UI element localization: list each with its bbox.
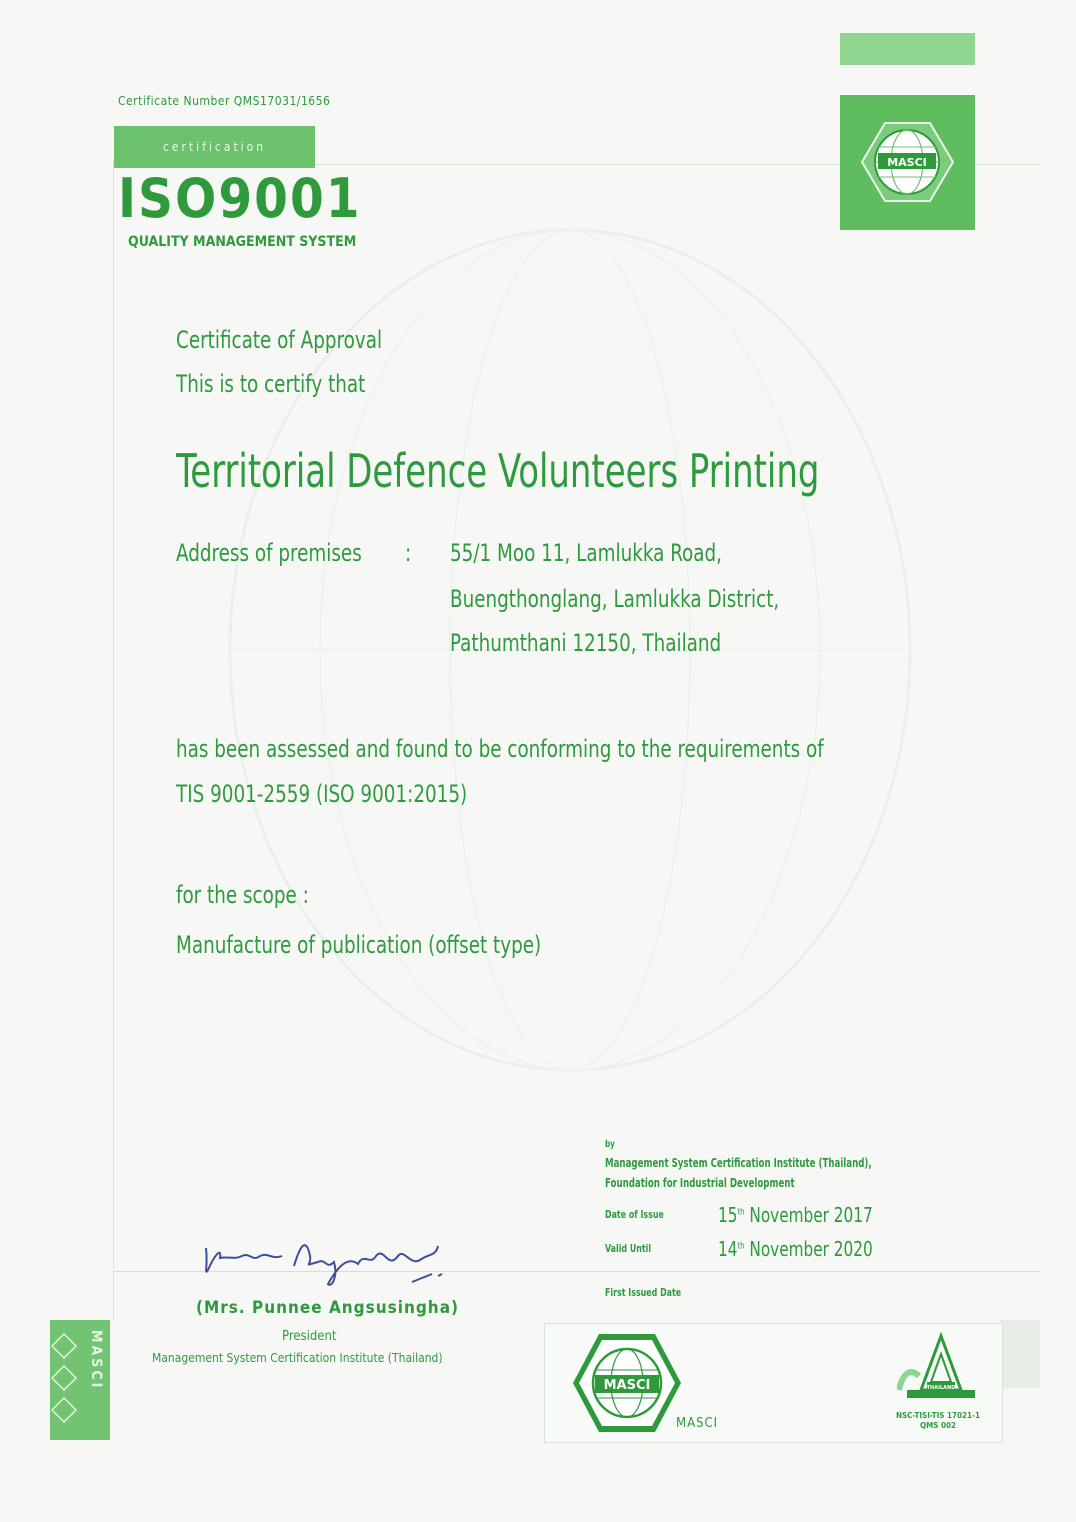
date-of-issue-label: Date of Issue: [605, 1208, 664, 1221]
certificate-number: Certificate Number QMS17031/1656: [118, 94, 331, 108]
accreditation-code-line: QMS 002: [920, 1421, 956, 1430]
quality-management-label: QUALITY MANAGEMENT SYSTEM: [128, 234, 357, 250]
address-line: Buengthonglang, Lamlukka District,: [450, 585, 780, 613]
masci-logo-text: MASCI: [887, 156, 927, 169]
standard-reference: TIS 9001-2559 (ISO 9001:2015): [176, 780, 468, 808]
address-label: Address of premises: [176, 539, 362, 567]
right-band: [1000, 1320, 1040, 1388]
left-rule: [113, 160, 114, 1320]
iso-standard-title: ISO9001: [118, 167, 362, 230]
scope-label: for the scope :: [176, 881, 309, 909]
signatory-name: (Mrs. Punnee Angsusingha): [196, 1298, 459, 1318]
scope-value: Manufacture of publication (offset type): [176, 931, 542, 959]
date-suffix: th: [737, 1241, 745, 1252]
date-rest: November 2020: [744, 1237, 873, 1261]
signatory-organization: Management System Certification Institute (Thailand): [152, 1351, 443, 1365]
masci-caption: MASCI: [676, 1416, 719, 1431]
accreditation-code: [892, 1411, 984, 1431]
issuer-name: Management System Certification Institute (Thailand),: [605, 1156, 872, 1170]
certificate-title: Certificate of Approval: [176, 326, 383, 354]
certify-statement: This is to certify that: [176, 370, 366, 398]
signatory-title: President: [282, 1329, 337, 1344]
certification-band: certification: [114, 126, 315, 168]
valid-until-value: [718, 1237, 873, 1261]
valid-until-label: Valid Until: [605, 1242, 652, 1255]
handwritten-signature: [198, 1226, 448, 1296]
date-of-issue-value: [718, 1203, 873, 1227]
accreditation-code-line: NSC-TISI-TIS 17021-1: [895, 1411, 981, 1420]
by-label: by: [605, 1139, 615, 1150]
tisi-accreditation-icon: [897, 1332, 987, 1410]
address-line: Pathumthani 12150, Thailand: [450, 629, 722, 657]
top-right-band: [840, 33, 975, 65]
masci-logo-icon: [569, 1330, 685, 1436]
date-rest: November 2017: [744, 1203, 873, 1227]
masci-globe-icon: [840, 95, 975, 230]
date-suffix: th: [737, 1207, 745, 1218]
assessment-statement: has been assessed and found to be conforming to the requirements of: [176, 735, 824, 763]
issuer-foundation: Foundation for Industrial Development: [605, 1176, 795, 1190]
side-masci-text: MASCI: [88, 1330, 104, 1391]
accreditation-country: THAILAND: [926, 1385, 956, 1391]
address-line: 55/1 Moo 11, Lamlukka Road,: [450, 539, 722, 567]
masci-logo-box: [840, 95, 975, 230]
date-day: 14: [718, 1237, 738, 1261]
date-day: 15: [718, 1203, 738, 1227]
address-colon: :: [405, 539, 412, 567]
first-issued-label: First Issued Date: [605, 1286, 682, 1299]
company-name: Territorial Defence Volunteers Printing: [176, 444, 820, 498]
masci-logo-text: MASCI: [603, 1378, 651, 1393]
